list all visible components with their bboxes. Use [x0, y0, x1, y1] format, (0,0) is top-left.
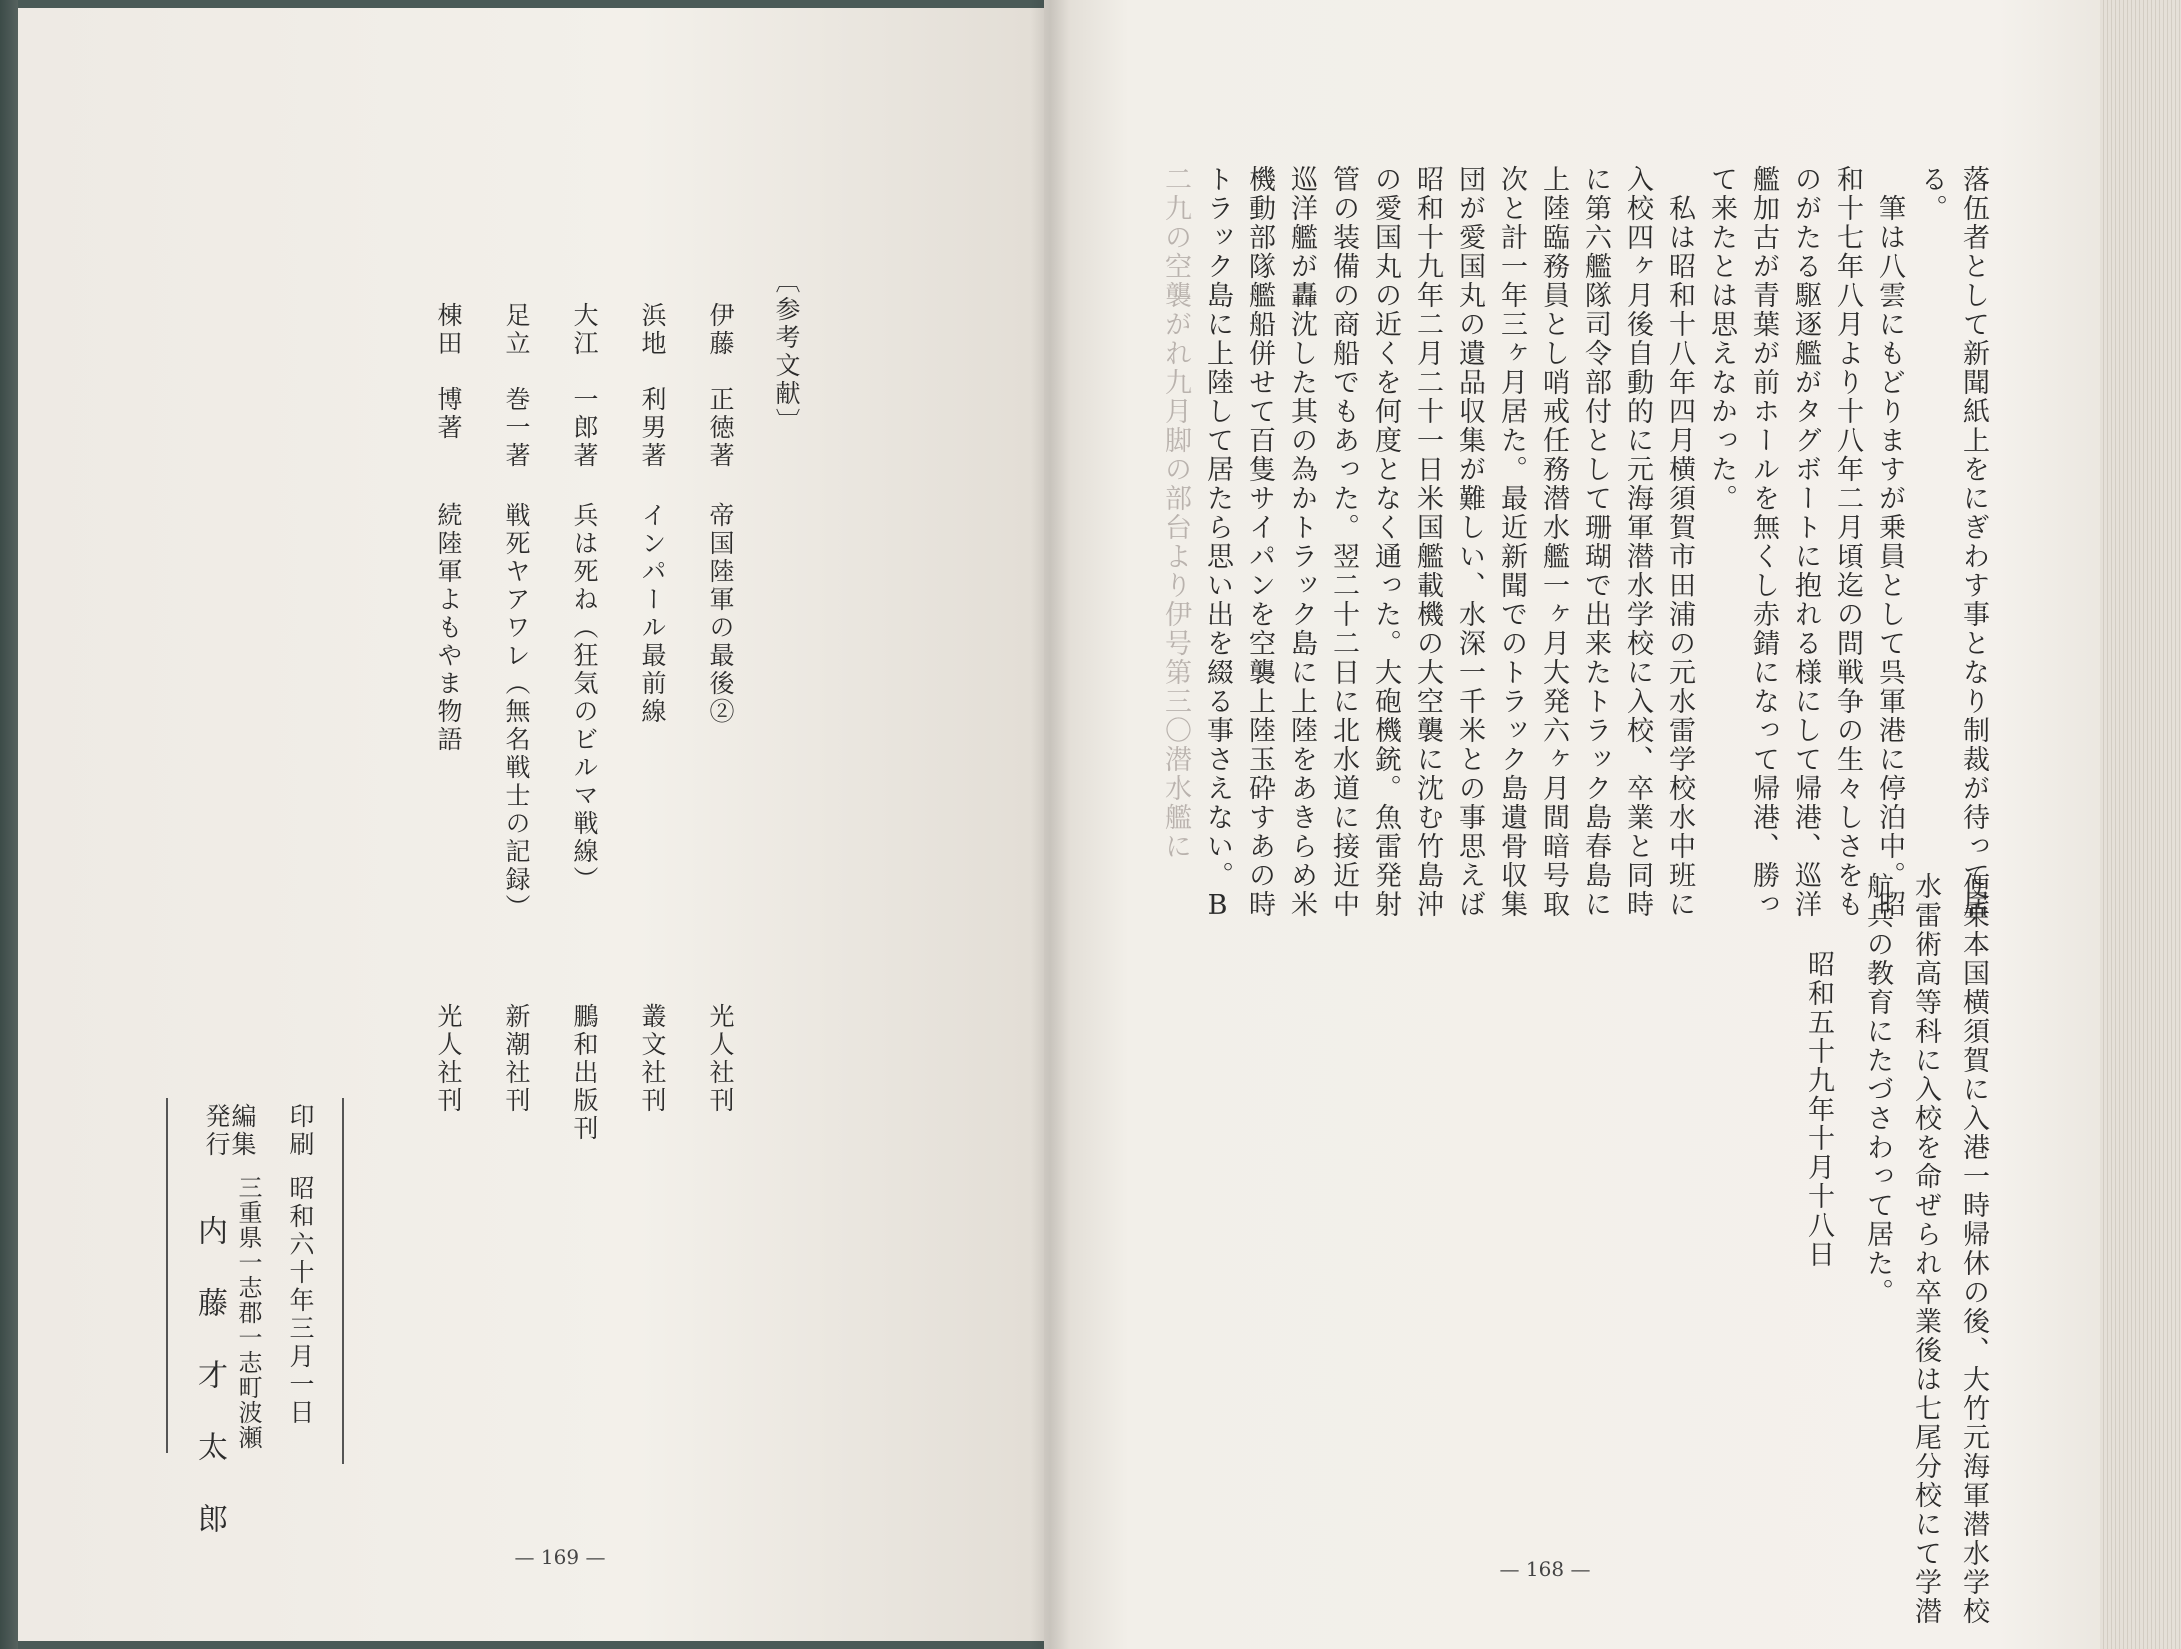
reference-author: 伊藤 正徳著	[706, 302, 735, 470]
reference-publisher: 新潮社刊	[502, 1003, 531, 1115]
date-line: 昭和五十九年十月十八日	[1803, 950, 1834, 1269]
book-gutter	[1030, 0, 1070, 1649]
left-page	[18, 8, 1050, 1641]
reference-title: 続陸軍よもやま物語	[434, 502, 463, 754]
body-line: 管の装備の商船でもあった。翌二十二日に北水道に接近中	[1328, 165, 1359, 919]
colophon-rule-right	[342, 1098, 344, 1464]
lower-line: 水雷術高等科に入校を命ぜられ卒業後は七尾分校にて学潜	[1910, 872, 1941, 1626]
body-line: 私は昭和十八年四月横須賀市田浦の元水雷学校水中班に	[1664, 165, 1695, 919]
body-line: のがたる駆逐艦がタグボートに抱れる様にして帰港、巡洋	[1790, 165, 1821, 919]
reference-publisher: 光人社刊	[706, 1003, 735, 1115]
body-line: 巡洋艦が轟沈した其の為かトラック島に上陸をあきらめ米	[1286, 165, 1317, 919]
body-line: トラック島に上陸して居たら思い出を綴る事さえない。B	[1202, 165, 1233, 923]
colophon-editor-label: 編集	[228, 1103, 257, 1159]
reference-title: インパール最前線	[638, 502, 667, 726]
references-heading: 〔参考文献〕	[772, 268, 801, 436]
colophon-address: 三重県一志郡一志町波瀬	[234, 1175, 262, 1450]
body-line: 団が愛国丸の遺品収集が難しい、水深一千米との事思えば	[1454, 165, 1485, 919]
body-line: て来たとは思えなかった。	[1706, 165, 1737, 513]
reference-title: 帝国陸軍の最後②	[706, 502, 735, 726]
page-fore-edge	[2100, 0, 2181, 1649]
body-line: の愛国丸の近くを何度となく通った。大砲機銃。魚雷発射	[1370, 165, 1401, 919]
colophon-rule-left	[166, 1098, 168, 1453]
body-line: に第六艦隊司令部付として珊瑚で出来たトラック島春島に	[1580, 165, 1611, 919]
reference-title: 戦死ヤアワレ（無名戦士の記録）	[502, 502, 531, 922]
reference-publisher: 光人社刊	[434, 1003, 463, 1115]
body-line: 次と計一年三ヶ月居た。最近新聞でのトラック島遺骨収集	[1496, 165, 1527, 919]
reference-publisher: 叢文社刊	[638, 1003, 667, 1115]
body-line: 和十七年八月より十八年二月頃迄の問戦争の生々しさをも	[1832, 165, 1863, 919]
colophon-publisher-label: 発行	[202, 1103, 231, 1159]
lower-line: 便乗本国横須賀に入港一時帰休の後、大竹元海軍潜水学校	[1958, 872, 1989, 1626]
reference-author: 大江 一郎著	[570, 302, 599, 470]
page-number-168: — 168 —	[1499, 1557, 1591, 1581]
body-line: 機動部隊艦船併せて百隻サイパンを空襲上陸玉砕すあの時	[1244, 165, 1275, 919]
reference-title: 兵は死ね（狂気のビルマ戦線）	[570, 502, 599, 894]
colophon-print-label: 印刷	[286, 1103, 315, 1159]
reference-author: 足立 巻一著	[502, 302, 531, 470]
body-line-faded: 二九の空襲がれ九月脚の部台より伊号第三〇潜水艦に	[1160, 165, 1191, 861]
body-line: 入校四ヶ月後自動的に元海軍潜水学校に入校、卒業と同時	[1622, 165, 1653, 919]
body-line: 上陸臨務員とし哨戒任務潜水艦一ヶ月大発六ヶ月間暗号取	[1538, 165, 1569, 919]
reference-author: 棟田 博著	[434, 302, 463, 442]
colophon-print-date: 昭和六十年三月一日	[286, 1175, 315, 1427]
body-line: 落伍者として新聞紙上をにぎわす事となり制裁が待って居	[1958, 165, 1989, 919]
colophon-author-name: 内 藤 才 太 郎	[192, 1215, 227, 1539]
body-line: 筆は八雲にもどりますが乗員として呉軍港に停泊中。昭	[1874, 165, 1905, 919]
reference-author: 浜地 利男著	[638, 302, 667, 470]
lower-line: 航兵の教育にたづさわって居た。	[1862, 872, 1893, 1307]
body-line: 艦加古が青葉が前ホールを無くし赤錆になって帰港、勝っ	[1748, 165, 1779, 919]
body-line: 昭和十九年二月二十一日米国艦載機の大空襲に沈む竹島沖	[1412, 165, 1443, 919]
body-line: る。	[1916, 165, 1947, 223]
reference-publisher: 鵬和出版刊	[570, 1003, 599, 1143]
book-cover-edge	[0, 0, 18, 1649]
page-number-169: — 169 —	[514, 1545, 606, 1569]
